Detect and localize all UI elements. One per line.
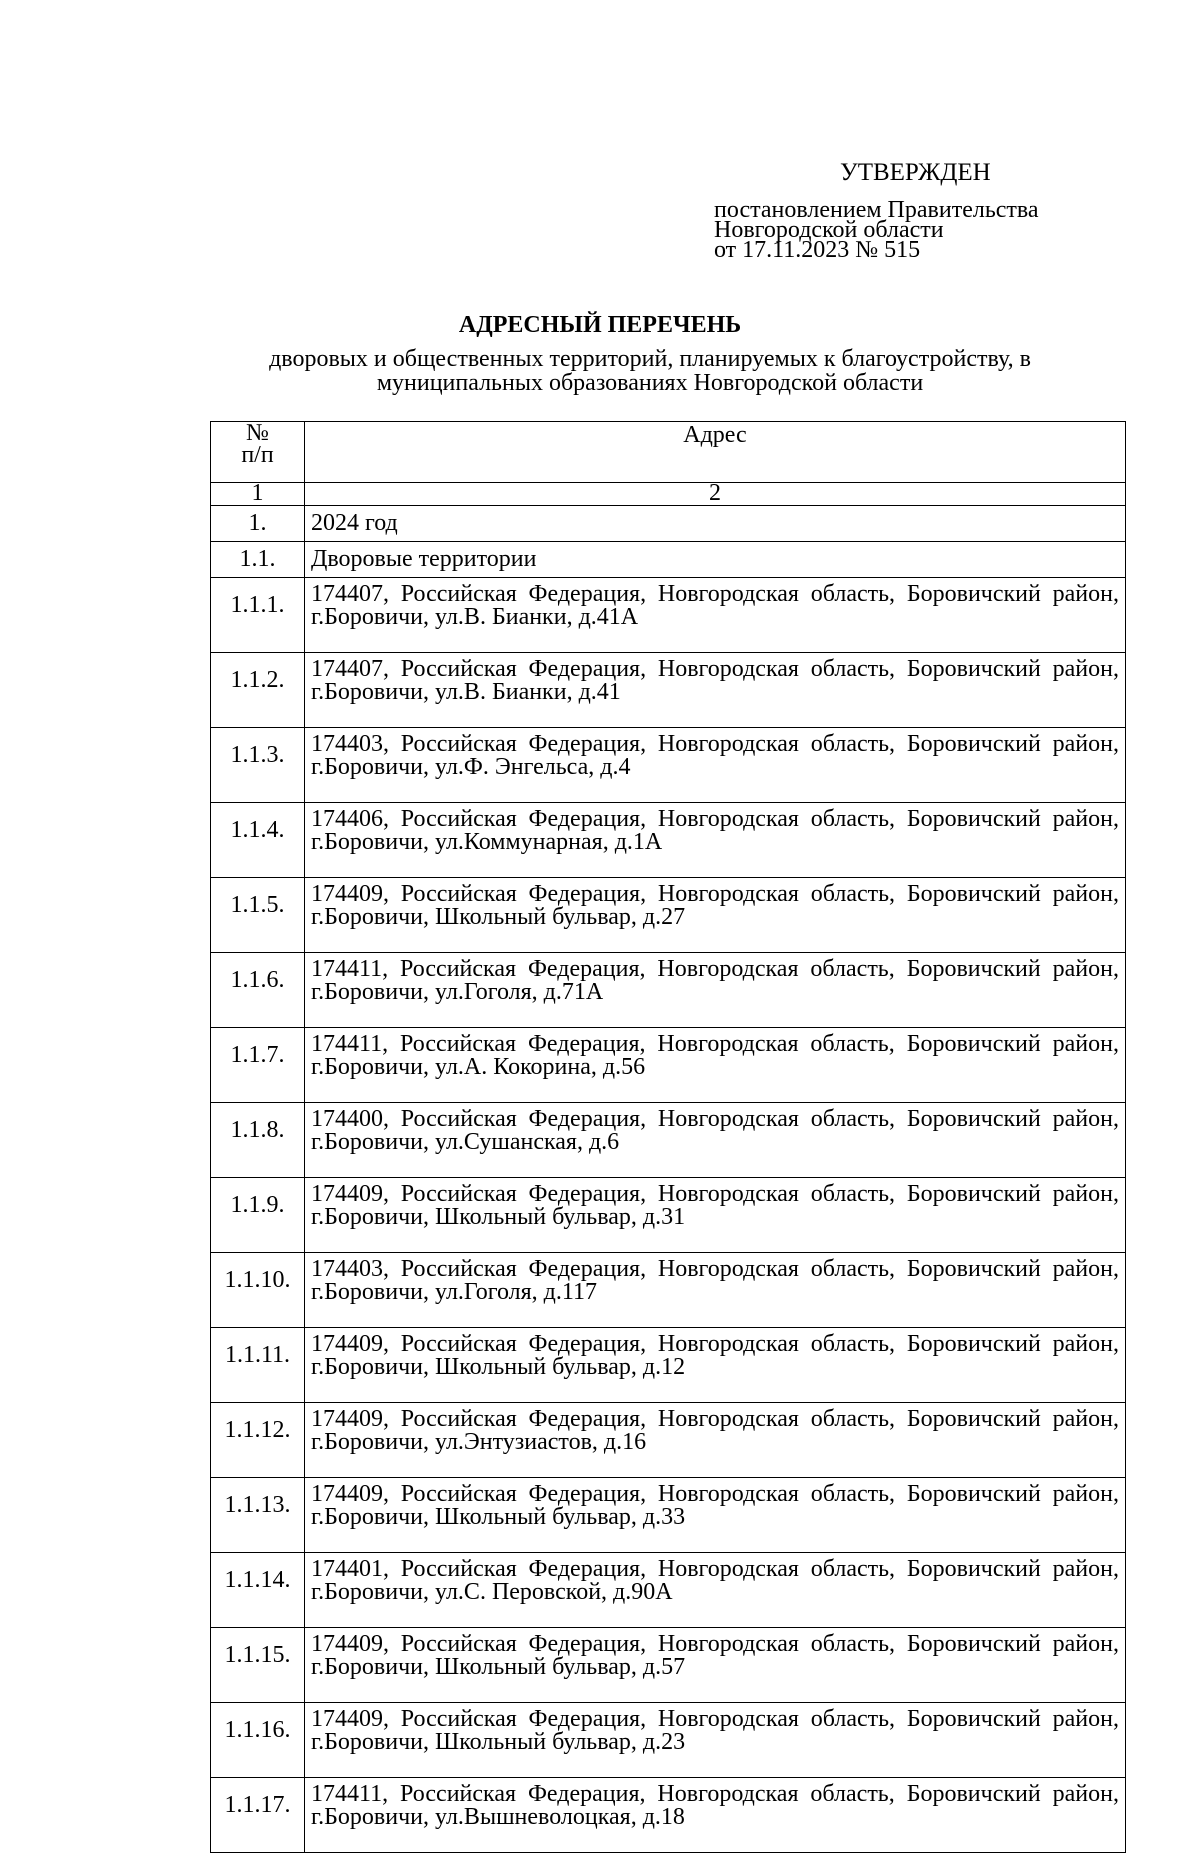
row-number: 1.1.3. xyxy=(211,728,305,803)
table-row xyxy=(211,1628,1126,1703)
row-number: 1.1.1. xyxy=(211,578,305,653)
row-address: 174406, Российская Федерация, Новгородская область, Боровичский район, г.Боровичи, ул.Коммунарная, д.1А xyxy=(305,803,1126,878)
row-number: 1.1.5. xyxy=(211,878,305,953)
row-number: 1.1.14. xyxy=(211,1553,305,1628)
row-address: 2024 год xyxy=(305,506,1126,542)
row-address: 174409, Российская Федерация, Новгородская область, Боровичский район, г.Боровичи, Школьный бульвар, д.31 xyxy=(305,1178,1126,1253)
row-address: 174400, Российская Федерация, Новгородская область, Боровичский район, г.Боровичи, ул.Сушанская, д.6 xyxy=(305,1103,1126,1178)
table-row xyxy=(211,506,1126,542)
row-number: 1.1.15. xyxy=(211,1628,305,1703)
row-address: 174409, Российская Федерация, Новгородская область, Боровичский район, г.Боровичи, Школьный бульвар, д.12 xyxy=(305,1328,1126,1403)
table-row xyxy=(211,1778,1126,1853)
header-number xyxy=(211,422,305,483)
row-number: 1.1.2. xyxy=(211,653,305,728)
column-index-2: 2 xyxy=(305,483,1126,506)
row-address: 174407, Российская Федерация, Новгородская область, Боровичский район, г.Боровичи, ул.В. Бианки, д.41А xyxy=(305,578,1126,653)
document-title: АДРЕСНЫЙ ПЕРЕЧЕНЬ xyxy=(458,312,742,338)
table-row xyxy=(211,1478,1126,1553)
row-number: 1.1.4. xyxy=(211,803,305,878)
row-number: 1.1.16. xyxy=(211,1703,305,1778)
row-address: 174409, Российская Федерация, Новгородская область, Боровичский район, г.Боровичи, Школьный бульвар, д.57 xyxy=(305,1628,1126,1703)
row-address: 174411, Российская Федерация, Новгородская область, Боровичский район, г.Боровичи, ул.Гоголя, д.71А xyxy=(305,953,1126,1028)
approval-title: УТВЕРЖДЕН xyxy=(840,159,991,186)
document-subtitle xyxy=(200,347,1100,395)
table-row xyxy=(211,653,1126,728)
row-number: 1.1.10. xyxy=(211,1253,305,1328)
column-index-1: 1 xyxy=(211,483,305,506)
row-number: 1.1.11. xyxy=(211,1328,305,1403)
row-address: 174407, Российская Федерация, Новгородская область, Боровичский район, г.Боровичи, ул.В. Бианки, д.41 xyxy=(305,653,1126,728)
table-row xyxy=(211,728,1126,803)
table-body xyxy=(211,506,1126,1853)
table-row xyxy=(211,1553,1126,1628)
approval-line-2: Новгородской области xyxy=(714,217,944,243)
header-address: Адрес xyxy=(305,422,1126,483)
table-row xyxy=(211,1178,1126,1253)
subtitle-line-2: муниципальных образованиях Новгородской области xyxy=(376,370,924,396)
table-row xyxy=(211,803,1126,878)
row-number: 1.1.8. xyxy=(211,1103,305,1178)
row-address: Дворовые территории xyxy=(305,542,1126,578)
row-address: 174409, Российская Федерация, Новгородская область, Боровичский район, г.Боровичи, Школьный бульвар, д.27 xyxy=(305,878,1126,953)
header-number-symbol: № xyxy=(246,420,269,446)
row-address: 174411, Российская Федерация, Новгородская область, Боровичский район, г.Боровичи, ул.Вышневолоцкая, д.18 xyxy=(305,1778,1126,1853)
row-address: 174409, Российская Федерация, Новгородская область, Боровичский район, г.Боровичи, Школьный бульвар, д.33 xyxy=(305,1478,1126,1553)
subtitle-line-1: дворовых и общественных территорий, планируемых к благоустройству, в xyxy=(269,346,1031,372)
row-number: 1.1. xyxy=(211,542,305,578)
row-number: 1.1.7. xyxy=(211,1028,305,1103)
table-row xyxy=(211,1103,1126,1178)
row-number: 1.1.17. xyxy=(211,1778,305,1853)
table-row xyxy=(211,1253,1126,1328)
approval-line-3: от 17.11.2023 № 515 xyxy=(714,237,921,263)
header-number-label: п/п xyxy=(241,442,274,468)
table-row xyxy=(211,1028,1126,1103)
address-table xyxy=(210,421,1126,1853)
row-number: 1.1.13. xyxy=(211,1478,305,1553)
row-address: 174411, Российская Федерация, Новгородская область, Боровичский район, г.Боровичи, ул.А. Кокорина, д.56 xyxy=(305,1028,1126,1103)
approval-line-1: постановлением Правительства xyxy=(714,197,1039,223)
row-address: 174403, Российская Федерация, Новгородская область, Боровичский район, г.Боровичи, ул.Ф. Энгельса, д.4 xyxy=(305,728,1126,803)
table-row xyxy=(211,878,1126,953)
row-number: 1.1.6. xyxy=(211,953,305,1028)
table-row xyxy=(211,1328,1126,1403)
row-number: 1.1.9. xyxy=(211,1178,305,1253)
row-address: 174401, Российская Федерация, Новгородская область, Боровичский район, г.Боровичи, ул.С. Перовской, д.90А xyxy=(305,1553,1126,1628)
row-number: 1. xyxy=(211,506,305,542)
table-row xyxy=(211,1403,1126,1478)
table-row xyxy=(211,953,1126,1028)
table-row xyxy=(211,1703,1126,1778)
row-address: 174409, Российская Федерация, Новгородская область, Боровичский район, г.Боровичи, ул.Энтузиастов, д.16 xyxy=(305,1403,1126,1478)
row-address: 174403, Российская Федерация, Новгородская область, Боровичский район, г.Боровичи, ул.Гоголя, д.117 xyxy=(305,1253,1126,1328)
table-row xyxy=(211,542,1126,578)
approval-block xyxy=(714,158,1134,263)
table-row xyxy=(211,578,1126,653)
row-address: 174409, Российская Федерация, Новгородская область, Боровичский район, г.Боровичи, Школьный бульвар, д.23 xyxy=(305,1703,1126,1778)
row-number: 1.1.12. xyxy=(211,1403,305,1478)
